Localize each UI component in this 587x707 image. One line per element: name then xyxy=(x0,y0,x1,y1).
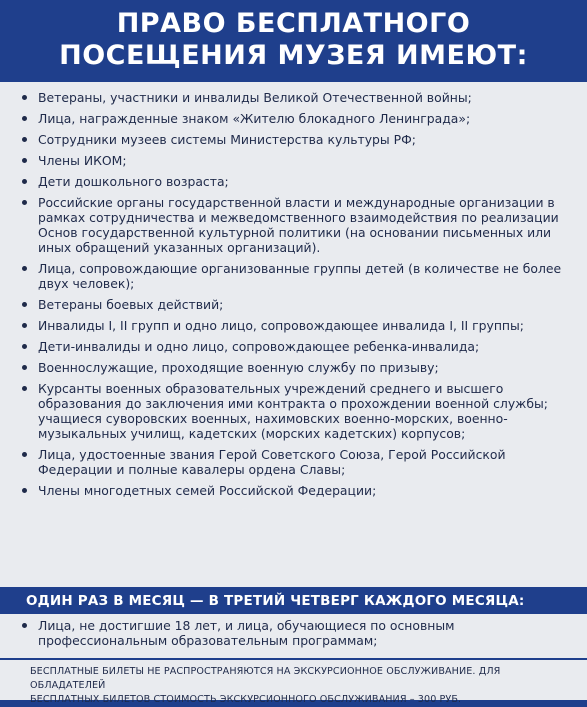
list-item-text: Военнослужащие, проходящие военную службу по призыву; xyxy=(38,360,439,375)
list-item xyxy=(22,153,577,168)
list-item-text: Инвалиды I, II групп и одно лицо, сопровождающее инвалида I, II группы; xyxy=(38,318,524,333)
list-item xyxy=(22,618,577,648)
list-item xyxy=(22,90,577,105)
list-item xyxy=(22,318,577,333)
list-item xyxy=(22,339,577,354)
eligibility-panel xyxy=(0,82,587,587)
list-item xyxy=(22,132,577,147)
bullet-icon xyxy=(22,323,27,328)
footer-note xyxy=(0,660,587,705)
list-item xyxy=(22,447,577,477)
bullet-icon xyxy=(22,116,27,121)
header-title-line-2: ПОСЕЩЕНИЯ МУЗЕЯ ИМЕЮТ: xyxy=(59,40,528,71)
bullet-icon xyxy=(22,179,27,184)
eligibility-list xyxy=(22,90,577,498)
list-item xyxy=(22,483,577,498)
footer-line-2: БЕСПЛАТНЫХ БИЛЕТОВ СТОИМОСТЬ ЭКСКУРСИОННОГО ОБСЛУЖИВАНИЯ – 300 РУБ. xyxy=(30,694,462,705)
bullet-icon xyxy=(22,137,27,142)
bullet-icon xyxy=(22,95,27,100)
bullet-icon xyxy=(22,302,27,307)
list-item xyxy=(22,360,577,375)
bullet-icon xyxy=(22,488,27,493)
list-item-text: Члены ИКОМ; xyxy=(38,153,127,168)
list-item-text: Лица, удостоенные звания Герой Советского Союза, Герой Российской Федерации и полные кавалеры ордена Славы; xyxy=(38,447,506,477)
footer-line-1: БЕСПЛАТНЫЕ БИЛЕТЫ НЕ РАСПРОСТРАНЯЮТСЯ НА ЭКСКУРСИОННОЕ ОБСЛУЖИВАНИЕ. ДЛЯ ОБЛАДАТЕЛЕЙ xyxy=(30,666,501,691)
list-item xyxy=(22,174,577,189)
list-item xyxy=(22,195,577,255)
bullet-icon xyxy=(22,365,27,370)
list-item-text: Сотрудники музеев системы Министерства культуры РФ; xyxy=(38,132,416,147)
list-item-text: Дети-инвалиды и одно лицо, сопровождающее ребенка-инвалида; xyxy=(38,339,480,354)
list-item-text: Лица, сопровождающие организованные группы детей (в количестве не более двух человек); xyxy=(38,261,562,291)
list-item xyxy=(22,111,577,126)
list-item-text: Ветераны боевых действий; xyxy=(38,297,224,312)
list-item-text: Дети дошкольного возраста; xyxy=(38,174,229,189)
bullet-icon xyxy=(22,386,27,391)
monthly-list xyxy=(22,618,577,648)
header-title-line-1: ПРАВО БЕСПЛАТНОГО xyxy=(116,8,471,39)
list-item-text: Российские органы государственной власти и международные организации в рамках сотрудничества и межведомственного взаимодействия по реализации Основ государственной культурной политики (на основании письменных или иных обращений указанных организаций). xyxy=(38,195,559,255)
bullet-icon xyxy=(22,452,27,457)
list-item-text: Курсанты военных образовательных учреждений среднего и высшего образования до заключения ими контракта о прохождении военной службы; учащиеся суворовских военных, нахимовских военно-морских, военно-музыкальных училищ, кадетских (морских кадетских) корпусов; xyxy=(38,381,548,441)
list-item xyxy=(22,261,577,291)
poster-header xyxy=(0,0,587,80)
monthly-heading: ОДИН РАЗ В МЕСЯЦ — В ТРЕТИЙ ЧЕТВЕРГ КАЖДОГО МЕСЯЦА: xyxy=(0,588,587,614)
bullet-icon xyxy=(22,623,27,628)
monthly-panel xyxy=(0,614,587,658)
bullet-icon xyxy=(22,266,27,271)
list-item-text: Члены многодетных семей Российской Федерации; xyxy=(38,483,377,498)
list-item xyxy=(22,381,577,441)
bullet-icon xyxy=(22,158,27,163)
list-item-text: Ветераны, участники и инвалиды Великой Отечественной войны; xyxy=(38,90,472,105)
bullet-icon xyxy=(22,200,27,205)
list-item-text: Лица, не достигшие 18 лет, и лица, обучающиеся по основным профессиональным образовательным программам; xyxy=(38,618,455,648)
list-item-text: Лица, награжденные знаком «Жителю блокадного Ленинграда»; xyxy=(38,111,471,126)
list-item xyxy=(22,297,577,312)
bullet-icon xyxy=(22,344,27,349)
